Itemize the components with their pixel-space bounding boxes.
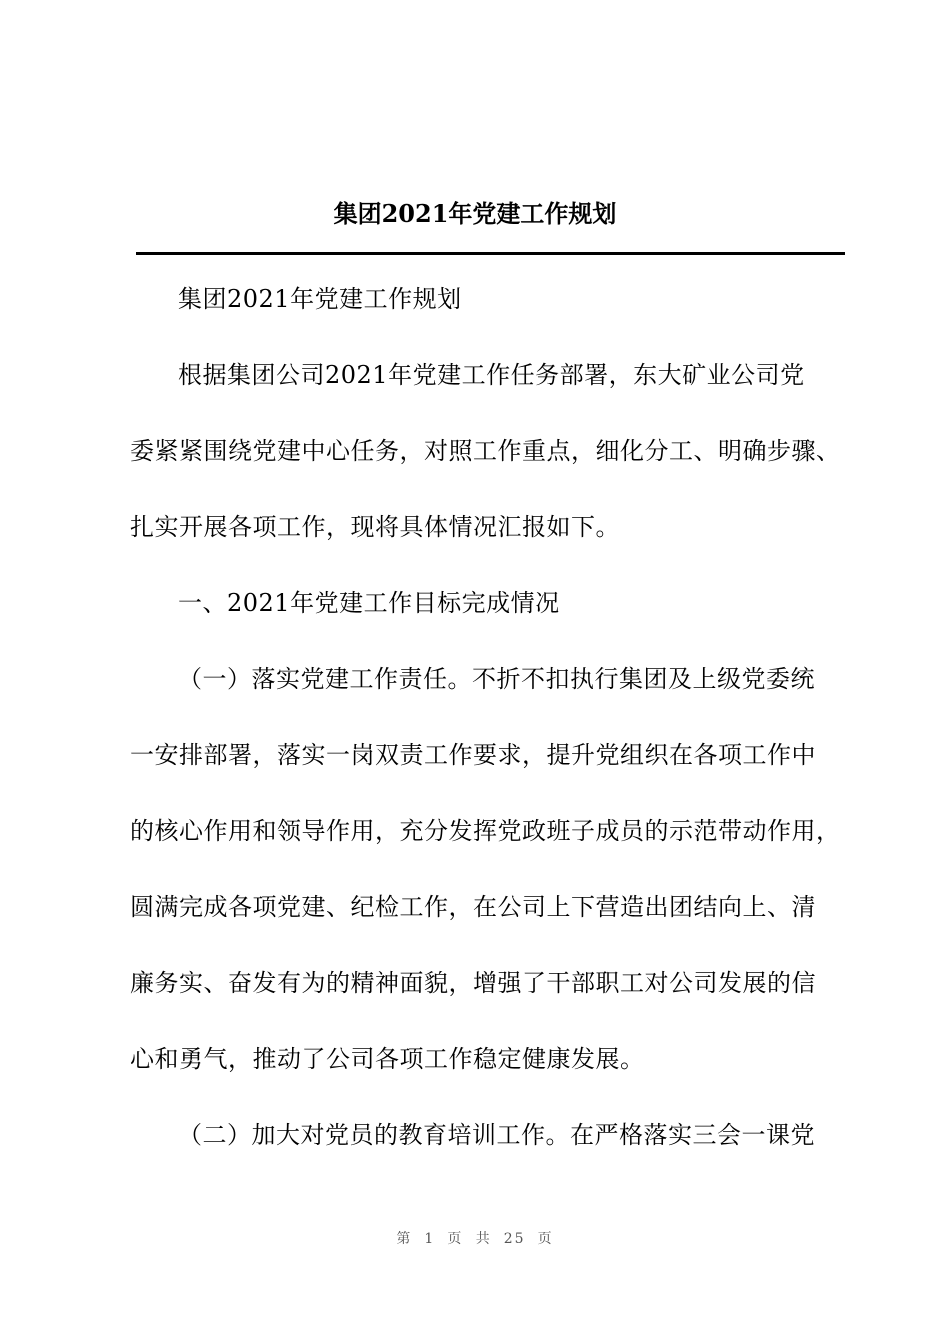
paragraph-line: 的核心作用和领导作用，充分发挥党政班子成员的示范带动作用， (130, 817, 841, 845)
paragraph-line: （二）加大对党员的教育培训工作。在严格落实三会一课党 (178, 1121, 815, 1149)
page-footer (0, 1228, 950, 1248)
title-divider (136, 252, 845, 255)
paragraph-line: 廉务实、奋发有为的精神面貌，增强了干部职工对公司发展的信 (130, 969, 816, 997)
page-title: 集团2021年党建工作规划 (333, 199, 617, 228)
paragraph-line: 一安排部署，落实一岗双责工作要求，提升党组织在各项工作中 (130, 741, 816, 769)
page-label-mid: 页 共 (447, 1231, 492, 1247)
paragraph-line: 扎实开展各项工作，现将具体情况汇报如下。 (130, 513, 620, 541)
paragraph-line: 圆满完成各项党建、纪检工作，在公司上下营造出团结向上、清 (130, 893, 816, 921)
document-body (130, 270, 850, 1164)
page-number-total: 25 (503, 1231, 526, 1247)
page-label-pre: 第 (396, 1231, 413, 1247)
page-number-current: 1 (424, 1231, 436, 1247)
paragraph-heading: 集团2021年党建工作规划 (178, 285, 462, 313)
paragraph-line: （一）落实党建工作责任。不折不扣执行集团及上级党委统 (178, 665, 815, 693)
section-heading: 一、2021年党建工作目标完成情况 (178, 589, 560, 617)
paragraph-line: 心和勇气，推动了公司各项工作稳定健康发展。 (130, 1045, 645, 1073)
paragraph-line: 委紧紧围绕党建中心任务，对照工作重点，细化分工、明确步骤、 (130, 437, 841, 465)
paragraph-line: 根据集团公司2021年党建工作任务部署，东大矿业公司党 (178, 361, 805, 389)
page-label-post: 页 (537, 1231, 554, 1247)
